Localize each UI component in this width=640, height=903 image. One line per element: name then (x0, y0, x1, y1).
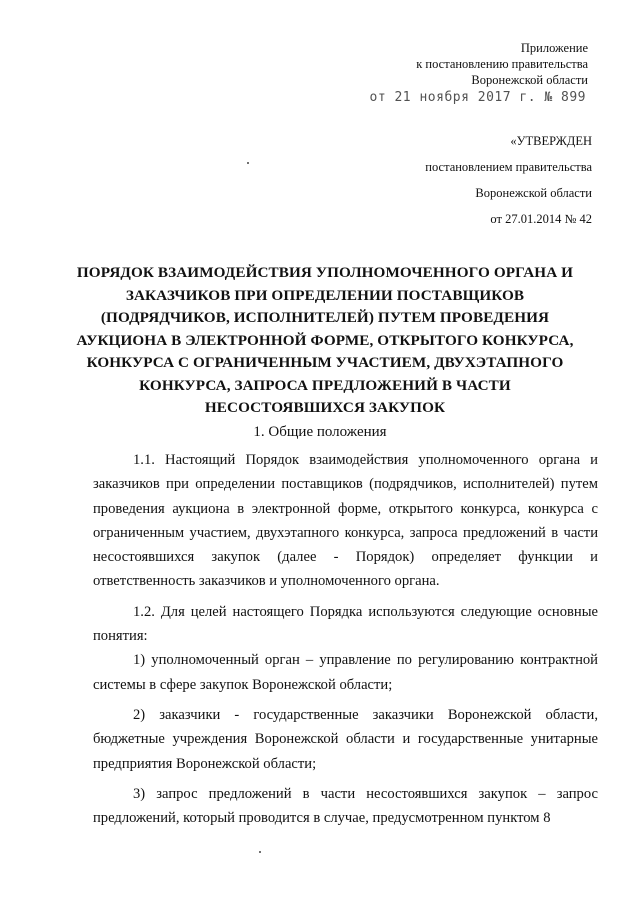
scan-speck (259, 851, 261, 853)
paragraph-1-1: 1.1. Настоящий Порядок взаимодействия уполномоченного органа и заказчиков при определении поставщиков (подрядчиков, исполнителей) путем проведения аукциона в электронной форме, открытого конкурса, конкурса с ограниченным участием, двухэтапного конкурса, запроса предложений в части несостоявшихся закупок (далее - Порядок) определяет функции и ответственность заказчиков и уполномоченного органа. (93, 452, 598, 590)
paragraph-1-2: 1.2. Для целей настоящего Порядка используются следующие основные понятия: (93, 603, 598, 645)
section-heading: 1. Общие положения (253, 424, 387, 440)
approval-line-4: от 27.01.2014 № 42 (490, 212, 592, 226)
appendix-line-1: Приложение (520, 41, 588, 55)
appendix-line-2: к постановлению правительства (416, 57, 588, 71)
approval-line-2: постановлением правительства (425, 160, 592, 174)
scan-speck (247, 162, 249, 164)
appendix-line-3: Воронежской области (471, 73, 588, 87)
approval-line-3: Воронежской области (475, 186, 592, 200)
document-title: ПОРЯДОК ВЗАИМОДЕЙСТВИЯ УПОЛНОМОЧЕННОГО ОРГАНА И ЗАКАЗЧИКОВ ПРИ ОПРЕДЕЛЕНИИ ПОСТАВЩИКОВ (ПОДРЯДЧИКОВ, ИСПОЛНИТЕЛЕЙ) ПУТЕМ ПРОВЕДЕНИЯ АУКЦИОНА В ЭЛЕКТРОННОЙ ФОРМЕ, ОТКРЫТОГО КОНКУРСА, КОНКУРСА С ОГРАНИЧЕННЫМ УЧАСТИЕМ, ДВУХЭТАПНОГО КОНКУРСА, ЗАПРОСА ПРЕДЛОЖЕНИЙ В ЧАСТИ НЕСОСТОЯВШИХСЯ ЗАКУПОК (76, 264, 574, 416)
appendix-header (416, 40, 588, 88)
list-item-1: 1) уполномоченный орган – управление по регулированию контрактной системы в сфере закупок Воронежской области; (93, 652, 598, 693)
approval-line-1: «УТВЕРЖДЕН (510, 134, 592, 148)
date-stamp: от 21 ноября 2017 г. № 899 (369, 90, 586, 105)
list-item-3: 3) запрос предложений в части несостоявшихся закупок – запрос предложений, который проводится в случае, предусмотренном пунктом 8 (93, 785, 598, 827)
list-item-2: 2) заказчики - государственные заказчики Воронежской области, бюджетные учреждения Воронежской области и государственные унитарные предприятия Воронежской области; (93, 706, 598, 772)
document-body (93, 448, 598, 836)
